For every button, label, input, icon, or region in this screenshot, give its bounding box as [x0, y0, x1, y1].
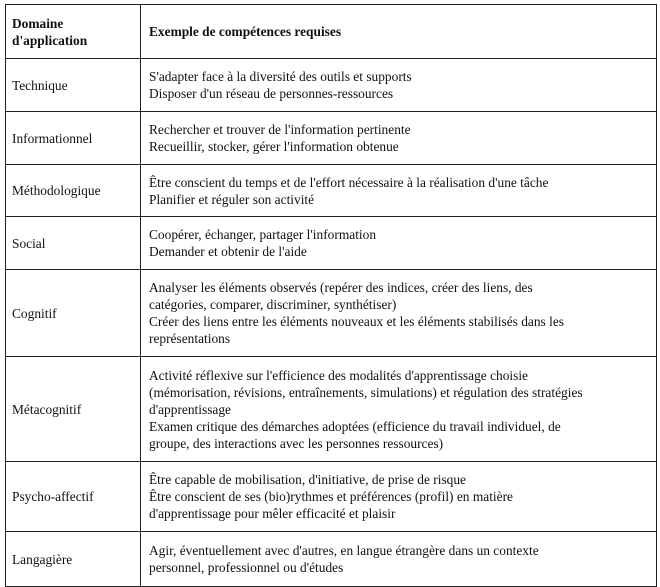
example-line: S'adapter face à la diversité des outils et supports — [149, 69, 412, 84]
domain-cell: Langagière — [6, 532, 141, 587]
example-line: Analyser les éléments observés (repérer des indices, créer des liens, des — [149, 280, 533, 295]
example-cell — [141, 462, 657, 532]
header-domain-line: d'application — [12, 32, 88, 48]
domain-cell: Cognitif — [6, 270, 141, 357]
table-row — [6, 112, 657, 165]
example-cell — [141, 165, 657, 217]
competences-table — [5, 4, 657, 587]
example-line: Demander et obtenir de l'aide — [149, 244, 307, 259]
example-cell — [141, 217, 657, 270]
example-line: catégories, comparer, discriminer, synthétiser) — [149, 297, 397, 312]
domain-cell: Méthodologique — [6, 165, 141, 217]
example-line: d'apprentissage pour mêler efficacité et plaisir — [149, 506, 396, 521]
header-example: Exemple de compétences requises — [141, 5, 657, 59]
example-line: Créer des liens entre les éléments nouveaux et les éléments stabilisés dans les — [149, 314, 564, 329]
table-row — [6, 217, 657, 270]
table-row — [6, 357, 657, 462]
table-row — [6, 270, 657, 357]
table-row — [6, 59, 657, 112]
header-domain — [6, 5, 141, 59]
example-cell — [141, 532, 657, 587]
table-row — [6, 462, 657, 532]
example-line: (mémorisation, révisions, entraînements, simulations) et régulation des stratégies — [149, 384, 583, 400]
example-line: Agir, éventuellement avec d'autres, en langue étrangère dans un contexte — [149, 543, 539, 558]
example-line: représentations — [149, 331, 231, 346]
example-cell — [141, 59, 657, 112]
example-line: Recueillir, stocker, gérer l'information obtenue — [149, 139, 399, 154]
domain-cell: Informationnel — [6, 112, 141, 165]
table-header-row — [6, 5, 657, 59]
example-cell — [141, 357, 657, 462]
example-line: Être capable de mobilisation, d'initiative, de prise de risque — [149, 472, 466, 487]
header-domain-line: Domaine — [12, 15, 64, 31]
example-line: Rechercher et trouver de l'information pertinente — [149, 122, 411, 137]
example-line: groupe, des interactions avec les personnes ressources) — [149, 435, 444, 451]
example-line: Disposer d'un réseau de personnes-ressources — [149, 86, 394, 101]
domain-cell: Technique — [6, 59, 141, 112]
example-cell — [141, 112, 657, 165]
example-line: Examen critique des démarches adoptées (efficience du travail individuel, de — [149, 418, 561, 434]
example-line: personnel, professionnel ou d'études — [149, 560, 344, 575]
table-row — [6, 532, 657, 587]
example-cell — [141, 270, 657, 357]
example-line: Activité réflexive sur l'efficience des modalités d'apprentissage choisie — [149, 367, 529, 383]
domain-cell: Métacognitif — [6, 357, 141, 462]
example-line: Être conscient du temps et de l'effort nécessaire à la réalisation d'une tâche — [149, 174, 549, 190]
example-line: d'apprentissage — [149, 401, 231, 417]
table-row — [6, 165, 657, 217]
example-line: Être conscient de ses (bio)rythmes et préférences (profil) en matière — [149, 489, 513, 504]
domain-cell: Psycho-affectif — [6, 462, 141, 532]
example-line: Coopérer, échanger, partager l'information — [149, 227, 377, 242]
domain-cell: Social — [6, 217, 141, 270]
example-line: Planifier et réguler son activité — [149, 191, 315, 207]
